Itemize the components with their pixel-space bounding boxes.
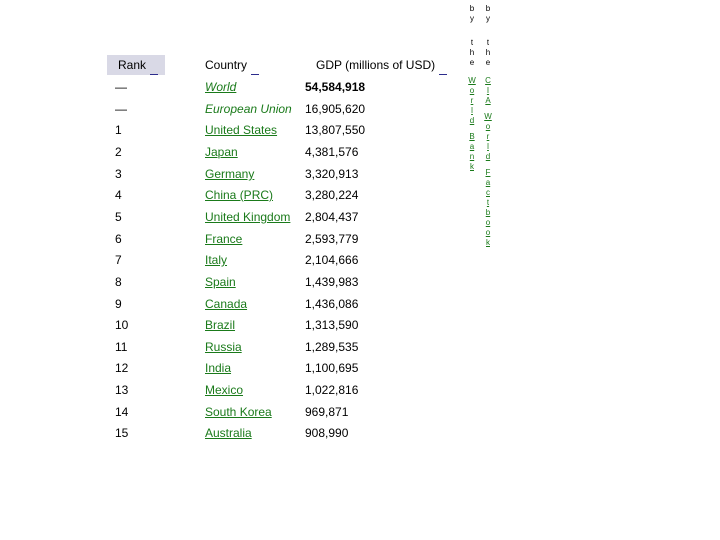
gdp-cell: 2,104,666 <box>305 253 359 267</box>
rank-cell: 10 <box>115 318 129 332</box>
gdp-cell: 1,439,983 <box>305 275 359 289</box>
country-link[interactable]: World <box>205 80 237 94</box>
gdp-cell: 1,313,590 <box>305 318 359 332</box>
rank-header[interactable] <box>107 55 165 75</box>
country-header[interactable] <box>205 55 259 75</box>
source-link[interactable]: B a n k <box>469 132 475 171</box>
gdp-header[interactable] <box>316 55 447 75</box>
country-link[interactable]: Italy <box>205 253 228 267</box>
rank-cell: 14 <box>115 405 129 419</box>
country-link[interactable]: Russia <box>205 340 242 354</box>
rank-cell: 6 <box>115 232 122 246</box>
country-link[interactable]: China (PRC) <box>205 188 274 202</box>
country-link[interactable]: Brazil <box>205 318 236 332</box>
gdp-cell: 54,584,918 <box>305 80 366 94</box>
source-link[interactable]: W o r l d <box>484 112 492 161</box>
side-by-text: b y <box>469 4 475 23</box>
sort-icon[interactable] <box>439 63 447 75</box>
rank-cell: 7 <box>115 253 122 267</box>
gdp-cell: 1,436,086 <box>305 297 359 311</box>
gdp-cell: 1,022,816 <box>305 383 359 397</box>
gdp-cell: 13,807,550 <box>305 123 366 137</box>
side-column-world-bank <box>467 4 477 178</box>
gdp-cell: 3,320,913 <box>305 167 359 181</box>
rank-cell: 8 <box>115 275 122 289</box>
sort-icon[interactable] <box>251 63 259 75</box>
rank-cell: 5 <box>115 210 122 224</box>
side-by-text: b y <box>485 4 491 23</box>
country-link[interactable]: Canada <box>205 297 248 311</box>
rank-header-label: Rank <box>118 58 147 72</box>
gdp-cell: 1,289,535 <box>305 340 359 354</box>
gdp-cell: 16,905,620 <box>305 102 366 116</box>
country-link[interactable]: Spain <box>205 275 236 289</box>
country-link[interactable]: Mexico <box>205 383 244 397</box>
source-link[interactable]: F a c t b o o k <box>485 168 491 247</box>
country-link[interactable]: India <box>205 361 232 375</box>
gdp-cell: 3,280,224 <box>305 188 359 202</box>
gdp-cell: 969,871 <box>305 405 349 419</box>
gdp-cell: 1,100,695 <box>305 361 359 375</box>
rank-cell: 11 <box>115 340 128 354</box>
gdp-cell: 908,990 <box>305 426 349 440</box>
side-source-links[interactable] <box>483 76 493 248</box>
gdp-header-label: GDP (millions of USD) <box>316 58 436 72</box>
side-column-cia <box>483 4 493 254</box>
rank-cell: 13 <box>115 383 129 397</box>
rank-cell: 1 <box>115 123 122 137</box>
country-link[interactable]: Germany <box>205 167 255 181</box>
gdp-cell: 2,804,437 <box>305 210 359 224</box>
rank-cell: 4 <box>115 188 122 202</box>
rank-cell: 3 <box>115 167 122 181</box>
gdp-cell: 2,593,779 <box>305 232 359 246</box>
sort-icon[interactable] <box>150 63 158 75</box>
rank-cell: 15 <box>115 426 129 440</box>
country-link[interactable]: Australia <box>205 426 252 440</box>
country-link[interactable]: Japan <box>205 145 238 159</box>
country-link[interactable]: United Kingdom <box>205 210 291 224</box>
side-source-links[interactable] <box>467 76 477 172</box>
rank-cell: 2 <box>115 145 122 159</box>
country-link[interactable]: United States <box>205 123 278 137</box>
country-link[interactable]: South Korea <box>205 405 272 419</box>
rank-cell: 12 <box>115 361 129 375</box>
side-the-text: t h e <box>485 38 491 67</box>
source-link[interactable]: W o r l d <box>468 76 476 125</box>
source-link[interactable]: C I A <box>485 76 491 105</box>
rank-cell: — <box>115 80 127 94</box>
rank-cell: — <box>115 102 127 116</box>
side-the-text: t h e <box>469 38 475 67</box>
country-link[interactable]: European Union <box>205 102 292 116</box>
country-header-label: Country <box>205 58 248 72</box>
gdp-cell: 4,381,576 <box>305 145 359 159</box>
rank-cell: 9 <box>115 297 122 311</box>
country-link[interactable]: France <box>205 232 243 246</box>
